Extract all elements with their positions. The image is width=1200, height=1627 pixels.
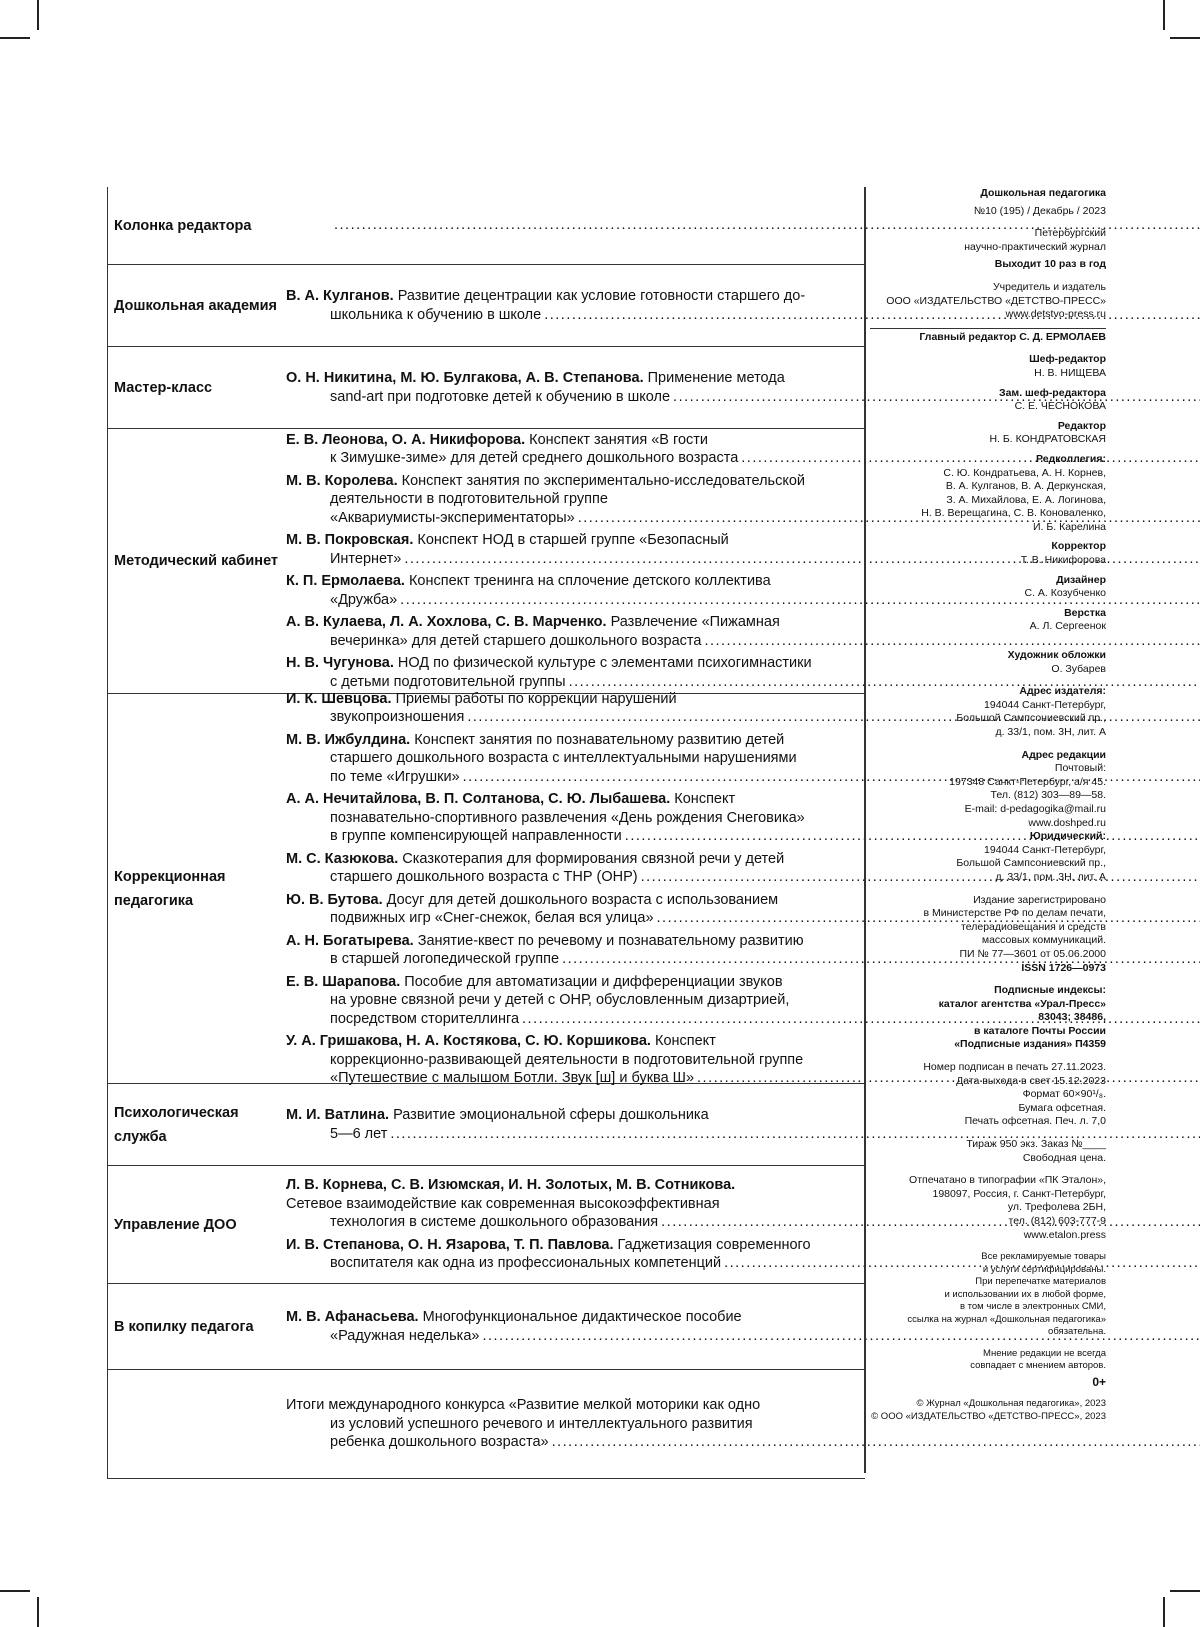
imprint-line: Издание зарегистрировано — [973, 893, 1106, 906]
imprint-line: Большой Сампсониевский пр., — [956, 712, 1106, 725]
imprint-line: Тел. (812) 303—89—58. — [990, 789, 1106, 802]
staff-role: Шеф-редактор — [1029, 353, 1106, 366]
crop-mark — [1163, 0, 1165, 30]
staff-name: С. А. Козубченко — [1024, 587, 1106, 600]
entry-title: по теме «Игрушки» — [330, 768, 460, 785]
divider — [870, 328, 1106, 329]
crop-mark — [1170, 37, 1200, 39]
staff-entry — [870, 453, 1106, 535]
section-rubric: Методический кабинет — [114, 553, 279, 569]
staff-name: И. Б. Карелина — [1032, 520, 1106, 533]
entry-title: Конспект тренинга на сплочение детского коллектива — [408, 573, 771, 590]
entry-author: Е. В. Леонова, О. А. Никифорова. — [286, 431, 526, 448]
entry-line: из условий успешного речевого и интеллектуального развития — [330, 1415, 753, 1432]
entry-title: Применение метода — [647, 370, 785, 386]
entry-title: Многофункциональное дидактическое пособие — [422, 1309, 742, 1325]
imprint-line: 198097, Россия, г. Санкт-Петербург, — [932, 1187, 1106, 1200]
imprint-line: www.doshped.ru — [1028, 816, 1106, 829]
journal-type: Петербургский — [1034, 227, 1106, 240]
imprint-line: Дата выхода в свет 15.12.2023 — [956, 1074, 1106, 1087]
staff-entry — [870, 353, 1106, 380]
entry-author: Е. В. Шарапова. — [286, 973, 401, 990]
circulation-info — [870, 1138, 1106, 1165]
staff-name: Т. В. Никифорова — [1020, 554, 1106, 567]
entry-author: А. В. Кулаева, Л. А. Хохлова, С. В. Марченко. — [286, 614, 607, 631]
imprint-line: 194044 Санкт-Петербург, — [984, 843, 1106, 856]
crop-mark — [37, 0, 39, 30]
entry-title: с детьми подготовительной группы — [330, 673, 566, 690]
toc-section — [108, 1370, 865, 1479]
postal-label: Почтовый: — [1054, 762, 1106, 775]
founder-site: www.detstvo-press.ru — [1005, 308, 1106, 321]
entry-title: подвижных игр «Снег-снежок, белая вся улица» — [330, 910, 654, 926]
reprint-notice — [870, 1251, 1106, 1339]
frequency: Выходит 10 раз в год — [994, 258, 1106, 271]
imprint-line: E-mail: d-pedagogika@mail.ru — [964, 802, 1106, 815]
staff-entry — [870, 540, 1106, 567]
staff-entry — [870, 420, 1106, 447]
crop-mark — [1163, 1597, 1165, 1627]
imprint-line: 197348 Санкт-Петербург, а/я 45. — [949, 775, 1106, 788]
staff-role: Дизайнер — [1056, 573, 1106, 586]
entry-title: Досуг для детей дошкольного возраста с использованием — [386, 891, 779, 908]
entry-title: «Аквариумисты-экспериментаторы» — [330, 509, 575, 526]
imprint-line: При перепечатке материалов — [975, 1276, 1106, 1288]
entry-title: «Путешествие с малышом Ботли. Звук [ш] и буква Ш» — [330, 1070, 695, 1086]
imprint-line: телерадиовещания и средств — [961, 920, 1106, 933]
entry-title: звукопроизношения — [330, 709, 465, 725]
staff-role: Редактор — [1057, 419, 1106, 432]
entry-title: технология в системе дошкольного образования — [330, 1214, 659, 1231]
entry-title: Конспект — [655, 1033, 716, 1049]
entry-title: школьника к обучению в школе — [330, 306, 542, 323]
imprint-line: в Министерстве РФ по делам печати, — [923, 907, 1106, 920]
imprint-line: ПИ № 77—3601 от 05.06.2000 — [959, 947, 1106, 960]
imprint-line: в том числе в электронных СМИ, — [959, 1301, 1106, 1313]
imprint-line: Формат 60×90¹/₈. — [1022, 1088, 1106, 1101]
toc-section — [108, 187, 865, 265]
entry-title: Конспект НОД в старшей группе «Безопасный — [417, 532, 729, 549]
entry-line: старшего дошкольного возраста с интеллектуальными нарушениями — [330, 750, 797, 766]
entry-title: Пособие для автоматизации и дифференциации звуков — [404, 973, 783, 990]
entry-author: О. Н. Никитина, М. Ю. Булгакова, А. В. Степанова. — [286, 370, 644, 386]
journal-title: Дошкольная педагогика — [980, 187, 1106, 199]
imprint-line: «Подписные издания» П4359 — [954, 1038, 1106, 1051]
staff-name: Н. Б. КОНДРАТОВСКАЯ — [989, 433, 1106, 446]
imprint-line: 83043; 38486, — [1038, 1011, 1106, 1024]
staff-list — [870, 353, 1106, 634]
entry-title: вечеринка» для детей старшего дошкольного возраста — [330, 632, 702, 649]
staff-role: Корректор — [1051, 540, 1106, 553]
entry-title: Конспект занятия по экспериментально-исследовательской — [401, 472, 806, 489]
staff-name: А. Л. Сергеенок — [1029, 620, 1106, 633]
imprint-line: и использовании их в любой форме, — [944, 1288, 1106, 1300]
imprint-line: ссылка на журнал «Дошкольная педагогика» — [907, 1313, 1106, 1325]
publisher-address-label: Адрес издателя: — [1019, 685, 1106, 698]
entry-title: Конспект занятия «В гости — [529, 431, 708, 448]
founder-name: ООО «ИЗДАТЕЛЬСТВО «ДЕТСТВО-ПРЕСС» — [886, 294, 1106, 307]
section-rubric: Колонка редактора — [114, 217, 252, 234]
entry-author: М. В. Покровская. — [286, 532, 414, 549]
entry-title: Развитие децентрации как условие готовности старшего до- — [397, 288, 806, 304]
entry-title: ребенка дошкольного возраста» — [330, 1434, 549, 1451]
publisher-address — [870, 699, 1106, 740]
imprint-line: Тираж 950 экз. Заказ №____ — [966, 1138, 1106, 1151]
entry-title: «Радужная неделька» — [330, 1327, 480, 1344]
entry-title: sand-art при подготовке детей к обучению в школе — [330, 388, 671, 405]
imprint-line: Большой Сампсониевский пр., — [956, 857, 1106, 870]
entry-title: Интернет» — [330, 550, 402, 567]
entry-author: Н. В. Чугунова. — [286, 655, 394, 672]
entry-author: У. А. Гришакова, Н. А. Костякова, С. Ю. Коршикова. — [286, 1033, 651, 1049]
imprint-line: 194044 Санкт-Петербург, — [984, 698, 1106, 711]
crop-mark — [0, 1590, 30, 1592]
imprint-line: Отпечатано в типографии «ПК Эталон», — [909, 1174, 1106, 1187]
imprint-line: Мнение редакции не всегда — [983, 1347, 1106, 1359]
entry-author: М. В. Королева. — [286, 472, 398, 489]
entry-author: А. А. Нечитайлова, В. П. Солтанова, С. Ю. Лыбашева. — [286, 791, 671, 807]
imprint-column — [870, 187, 1106, 1423]
section-rubric: Психологическая служба — [114, 1104, 239, 1145]
legal-address — [870, 844, 1106, 885]
entry-line: познавательно-спортивного развлечения «День рождения Снеговика» — [330, 809, 805, 826]
printer-info — [870, 1174, 1106, 1242]
staff-entry — [870, 607, 1106, 634]
age-rating: 0+ — [1092, 1374, 1106, 1389]
entry-author: К. П. Ермолаева. — [286, 573, 405, 590]
entry-line: на уровне связной речи у детей с ОНР, обусловленным дизартрией, — [330, 992, 790, 1008]
staff-role: Верстка — [1064, 606, 1106, 619]
entry-author: В. А. Кулганов. — [286, 288, 394, 304]
toc-section — [108, 1284, 865, 1370]
dot-leader — [552, 1433, 1200, 1452]
cover-artist-role: Художник обложки — [1007, 649, 1106, 662]
entry-author: М. В. Ижбулдина. — [286, 731, 411, 748]
issue-number: №10 (195) / Декабрь / 2023 — [973, 204, 1106, 217]
section-rubric — [108, 1370, 286, 1478]
entry-line: коррекционно-развивающей деятельности в подготовительной группе — [330, 1051, 804, 1068]
entry-title: 5—6 лет — [330, 1125, 388, 1142]
entry-title: Конспект занятия по познавательному развитию детей — [414, 731, 785, 748]
entry-title: в группе компенсирующей направленности — [330, 828, 622, 844]
entry-title: Развлечение «Пижамная — [610, 614, 780, 631]
subscription-label: Подписные индексы: — [994, 984, 1106, 997]
entry-title: в старшей логопедической группе — [330, 951, 560, 967]
entry-author: И. К. Шевцова. — [286, 690, 392, 707]
imprint-line: д. 33/1, пом. 3Н, лит. А — [995, 726, 1106, 738]
staff-role: Редколлегия: — [1035, 452, 1106, 465]
staff-name: С. Е. ЧЕСНОКОВА — [1014, 400, 1106, 413]
entry-author: И. В. Степанова, О. Н. Язарова, Т. П. Павлова. — [286, 1236, 614, 1253]
toc-section — [108, 690, 865, 1086]
chief-editor: Главный редактор С. Д. ЕРМОЛАЕВ — [919, 330, 1106, 343]
issn: ISSN 1726—0973 — [1021, 961, 1106, 974]
entry-title: Приемы работы по коррекции нарушений — [395, 690, 677, 707]
section-rubric: Коррекционная педагогика — [114, 868, 226, 909]
entry-title: «Дружба» — [330, 591, 398, 608]
founder-label: Учредитель и издатель — [992, 280, 1106, 293]
imprint-line: д. 33/1, пом. 3Н, лит. А — [995, 870, 1106, 883]
toc-section — [108, 429, 865, 694]
imprint-line: Свободная цена. — [1022, 1151, 1106, 1164]
entry-line: деятельности в подготовительной группе — [330, 491, 608, 508]
crop-mark — [37, 1597, 39, 1627]
entry-title: НОД по физической культуре с элементами психогимнастики — [397, 655, 812, 672]
imprint-line: ул. Трефолева 2БН, — [1007, 1201, 1106, 1214]
entry-title: Конспект — [674, 791, 736, 807]
registration-info — [870, 894, 1106, 962]
section-rubric: Управление ДОО — [114, 1216, 237, 1233]
staff-entry — [870, 574, 1106, 601]
section-rubric: В копилку педагога — [114, 1318, 254, 1335]
imprint-line: обязательна. — [1048, 1326, 1106, 1338]
section-rubric: Дошкольная академия — [114, 297, 278, 314]
imprint-line: массовых коммуникаций. — [981, 934, 1106, 947]
entry-title: старшего дошкольного возраста с ТНР (ОНР) — [330, 869, 638, 885]
table-of-contents — [107, 187, 865, 1479]
imprint-line: совпадает с мнением авторов. — [970, 1360, 1106, 1372]
entry-title: Развитие эмоциональной сферы дошкольника — [393, 1107, 709, 1123]
toc-section — [108, 1084, 865, 1166]
entry-title: к Зимушке-зиме» для детей среднего дошкольного возраста — [330, 450, 739, 467]
crop-mark — [0, 37, 30, 39]
entry-author: М. В. Афанасьева. — [286, 1309, 419, 1325]
entry-title: Занятие-квест по речевому и познавательному развитию — [417, 932, 804, 949]
cover-artist-name: О. Зубарев — [1051, 662, 1106, 675]
copyright-publisher: © ООО «ИЗДАТЕЛЬСТВО «ДЕТСТВО-ПРЕСС», 2023 — [871, 1410, 1106, 1422]
entry-author: Ю. В. Бутова. — [286, 891, 383, 908]
column-divider — [864, 187, 866, 1473]
entry-title: воспитателя как одна из профессиональных компетенций — [330, 1255, 722, 1272]
crop-mark — [1170, 1590, 1200, 1592]
staff-name: Н. В. Верещагина, С. В. Коноваленко, — [921, 507, 1106, 520]
entry-title: посредством сторителлинга — [330, 1010, 520, 1027]
imprint-line: www.etalon.press — [1023, 1228, 1106, 1241]
journal-type: научно-практический журнал — [964, 240, 1106, 253]
staff-name: Н. В. НИЩЕВА — [1034, 366, 1106, 379]
entry-title: Сказкотерапия для формирования связной речи у детей — [402, 850, 785, 867]
staff-role: Зам. шеф-редактора — [999, 386, 1106, 399]
imprint-line: и услуги сертифицированы. — [982, 1263, 1106, 1275]
editorial-address-label: Адрес редакции — [1021, 748, 1106, 761]
imprint-line: Все рекламируемые товары — [981, 1251, 1106, 1263]
staff-name: З. А. Михайлова, Е. А. Логинова, — [946, 493, 1106, 506]
print-info — [870, 1061, 1106, 1129]
imprint-line: Номер подписан в печать 27.11.2023. — [923, 1061, 1106, 1074]
entry-title: Итоги международного конкурса «Развитие мелкой моторики как одно — [286, 1397, 761, 1414]
entry-author: М. С. Казюкова. — [286, 850, 399, 867]
imprint-line: Бумага офсетная. — [1018, 1101, 1106, 1114]
toc-section — [108, 347, 865, 429]
legal-label: Юридический: — [1029, 830, 1106, 843]
section-rubric: Мастер-класс — [114, 379, 213, 396]
toc-section — [108, 265, 865, 347]
toc-section — [108, 1166, 865, 1284]
staff-entry — [870, 387, 1106, 414]
staff-name: В. А. Кулганов, В. А. Деркунская, — [945, 480, 1106, 493]
postal-address — [870, 776, 1106, 830]
entry-line: Сетевое взаимодействие как современная высокоэффективная — [286, 1195, 720, 1212]
copyright-journal: © Журнал «Дошкольная педагогика», 2023 — [916, 1398, 1106, 1410]
imprint-line: в каталоге Почты России — [974, 1024, 1106, 1037]
entry-last-line — [286, 1433, 1200, 1452]
staff-name: С. Ю. Кондратьева, А. Н. Корнев, — [943, 466, 1106, 479]
subscription-indexes — [870, 998, 1106, 1052]
imprint-line: Печать офсетная. Печ. л. 7,0 — [964, 1115, 1106, 1128]
imprint-line: каталог агентства «Урал-Пресс» — [938, 997, 1106, 1010]
entry-author: А. Н. Богатырева. — [286, 932, 414, 949]
entry-author: М. И. Ватлина. — [286, 1107, 390, 1123]
entry-title: Гаджетизация современного — [617, 1236, 811, 1253]
entry-author: Л. В. Корнева, С. В. Изюмская, И. Н. Золотых, М. В. Сотникова. — [286, 1177, 736, 1194]
imprint-line: тел. (812) 603-777-9 — [1008, 1215, 1106, 1227]
opinion-notice — [870, 1348, 1106, 1373]
